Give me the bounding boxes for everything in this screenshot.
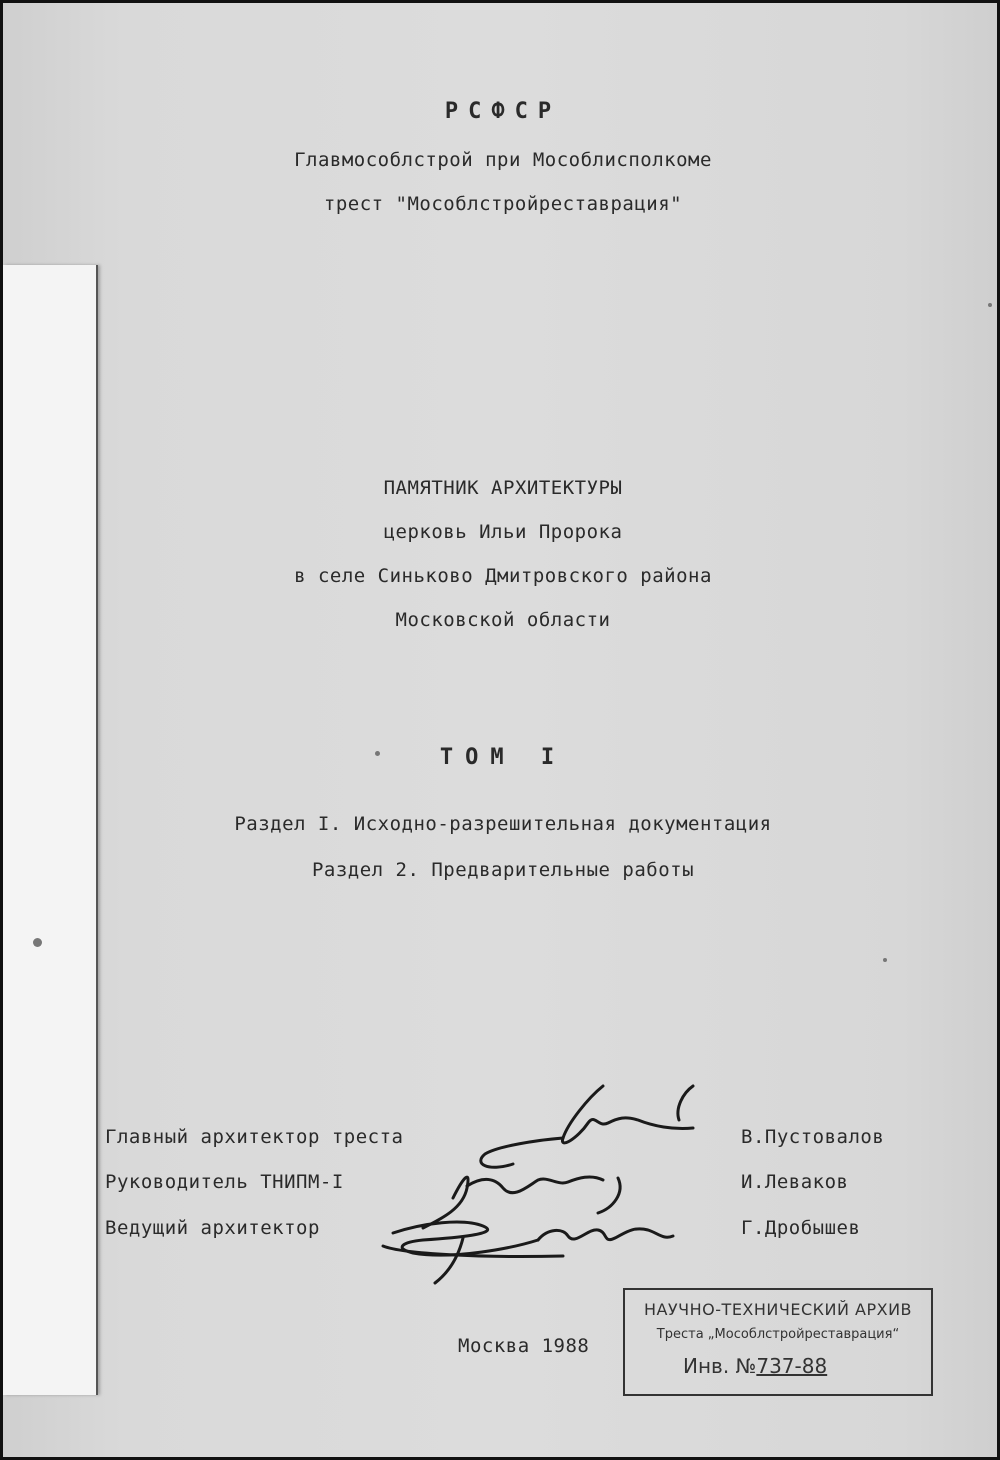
stamp-inventory-label: Инв. №: [683, 1354, 757, 1378]
stamp-inventory: [683, 1354, 827, 1378]
paper-speck: [375, 751, 380, 756]
volume-label: ТОМ I: [439, 745, 567, 770]
paper-speck: [33, 938, 42, 947]
section-1: Раздел I. Исходно-разрешительная документация: [234, 813, 772, 835]
archive-stamp: [623, 1288, 933, 1396]
handwritten-signatures: [363, 1068, 743, 1298]
title-line-1: ПАМЯТНИК АРХИТЕКТУРЫ: [383, 477, 623, 499]
title-line-2: церковь Ильи Пророка: [383, 521, 623, 543]
title-line-4: Московской области: [395, 609, 611, 631]
stamp-trust-name: Треста „Мособлстройреставрация“: [656, 1327, 900, 1342]
paper-speck: [988, 303, 992, 307]
signatory-name-1: В.Пустовалов: [741, 1126, 885, 1148]
header-trust: трест "Мособлстройреставрация": [323, 193, 683, 215]
header-organization: Главмособлстрой при Мособлисполкоме: [294, 149, 712, 171]
signatory-role-1: Главный архитектор треста: [105, 1126, 404, 1148]
header-country: РСФСР: [444, 99, 562, 124]
stamp-archive-title: НАУЧНО-ТЕХНИЧЕСКИЙ АРХИВ: [643, 1300, 913, 1319]
signatory-role-2: Руководитель ТНИПМ-I: [105, 1171, 344, 1193]
title-line-3: в селе Синьково Дмитровского района: [294, 565, 712, 587]
section-2: Раздел 2. Предварительные работы: [311, 859, 695, 881]
document-page: [3, 3, 1000, 1460]
signatory-name-3: Г.Дробышев: [741, 1217, 861, 1239]
stamp-inventory-number: 737-88: [756, 1354, 828, 1378]
signatory-role-3: Ведущий архитектор: [105, 1217, 320, 1239]
place-and-year: Москва 1988: [458, 1335, 590, 1357]
signatory-name-2: И.Леваков: [741, 1171, 849, 1193]
paper-speck: [883, 958, 887, 962]
